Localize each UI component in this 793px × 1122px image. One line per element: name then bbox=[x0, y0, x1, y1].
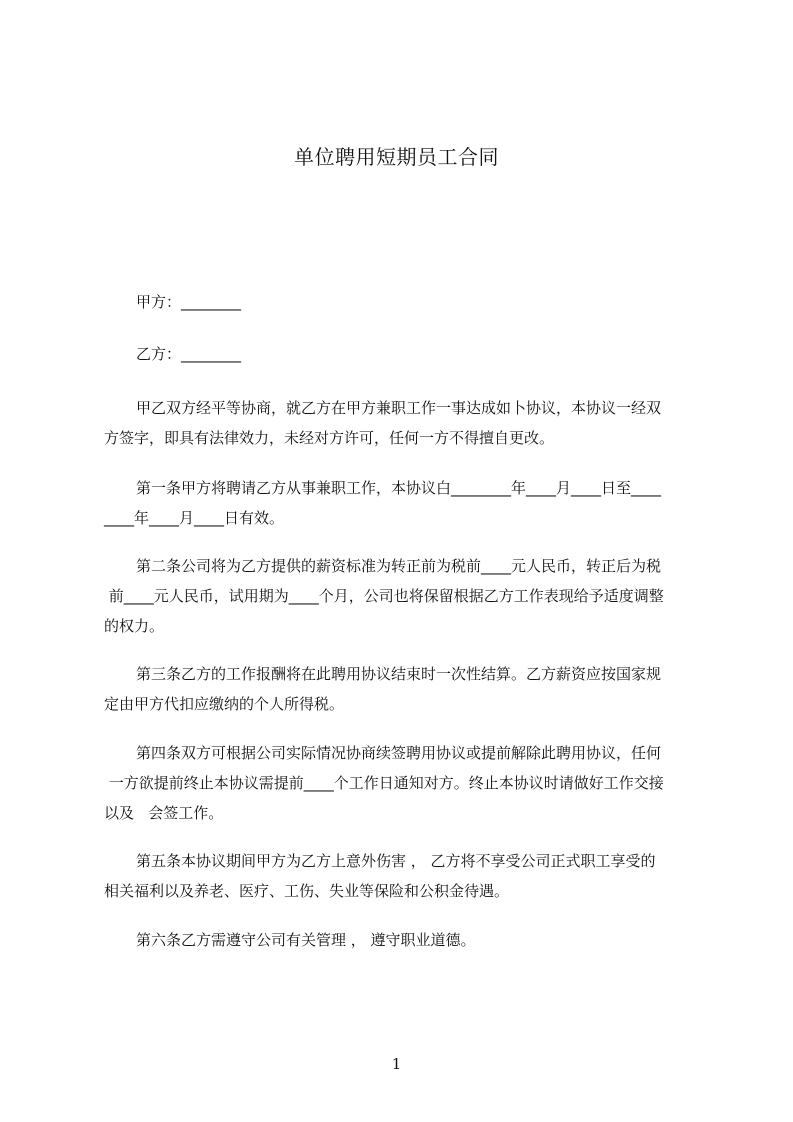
page-number: 1 bbox=[391, 1055, 402, 1073]
document-title: 单位聘用短期员工合同 bbox=[294, 145, 499, 169]
article-2-line-2: 前____元人民币，试用期为____个月，公司也将保留根据乙方工作表现给予适度调整 bbox=[104, 587, 664, 605]
article-1-line-1: 第一条甲方将聘请乙方从事兼职工作，本协议白________年____月____日至____ bbox=[136, 479, 662, 497]
article-3-line-2: 定由甲方代扣应缴纳的个人所得税。 bbox=[104, 695, 345, 713]
article-3-line-1: 第三条乙方的工作报酬将在此聘用协议结束时一次性结算。乙方薪资应按国家规 bbox=[136, 665, 662, 683]
intro-paragraph bbox=[104, 393, 700, 453]
article-4-line-2: 一方欲提前终止本协议需提前____个工作日通知对方。终止本协议时请做好工作交接 bbox=[104, 774, 664, 792]
article-1-paragraph bbox=[104, 473, 700, 533]
article-3-paragraph bbox=[104, 659, 700, 719]
intro-line-1: 甲乙双方经平等协商，就乙方在甲方兼职工作一事达成如卜协议，本协议一经双 bbox=[136, 399, 662, 417]
article-2-line-3: 的权力。 bbox=[104, 617, 165, 635]
party-a-line bbox=[104, 287, 700, 317]
article-6-paragraph bbox=[104, 925, 700, 955]
article-5-line-1: 第五条本协议期间甲方为乙方上意外伤害 ， 乙方将不享受公司正式职工享受的 bbox=[136, 852, 656, 870]
article-4-line-3: 以及 会签工作。 bbox=[104, 804, 224, 822]
article-5-paragraph bbox=[104, 846, 700, 906]
party-a-text: 甲方：________ bbox=[136, 293, 242, 311]
article-4-line-1: 第四条双方可根据公司实际情况协商续签聘用协议或提前解除此聘用协议，任何 bbox=[136, 744, 662, 762]
article-6-line-1: 第六条乙方需遵守公司有关管理 ， 遵守职业道德。 bbox=[136, 931, 476, 949]
article-2-line-1: 第二条公司将为乙方提供的薪资标准为转正前为税前____元人民币，转正后为税 bbox=[136, 557, 662, 575]
intro-line-2: 方签字，即具有法律效力，未经对方许可，任何一方不得擅自更改。 bbox=[104, 429, 555, 447]
party-b-line bbox=[104, 339, 700, 369]
article-5-line-2: 相关福利以及养老、医疗、工伤、失业等保险和公积金待遇。 bbox=[104, 882, 510, 900]
article-2-paragraph bbox=[104, 551, 700, 641]
article-4-paragraph bbox=[104, 738, 700, 828]
party-b-text: 乙方：________ bbox=[136, 345, 242, 363]
article-1-line-2: ____年____月____日有效。 bbox=[104, 509, 285, 527]
